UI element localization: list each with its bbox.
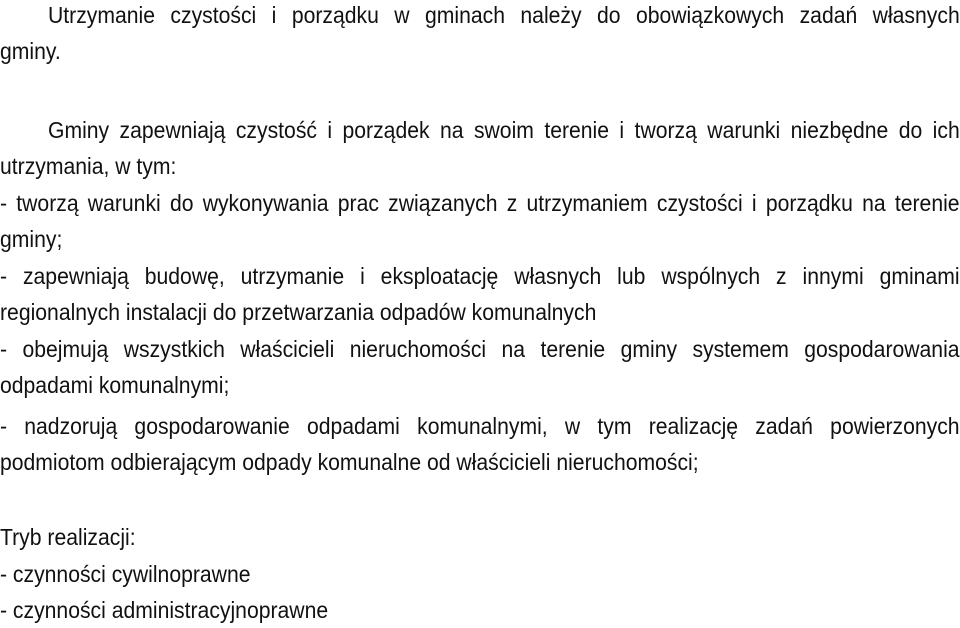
paragraph2-intro-line2: utrzymania, w tym: <box>0 153 177 179</box>
mode-heading: Tryb realizacji: <box>0 524 136 550</box>
paragraph2-intro-line1: Gminy zapewniają czystość i porządek na swoim terenie i tworzą warunki niezbędne do ich <box>48 117 960 143</box>
mode-item-2: - czynności administracyjnoprawne <box>0 597 329 623</box>
paragraph1-line1: Utrzymanie czystości i porządku w gminach należy do obowiązkowych zadań własnych <box>48 2 960 28</box>
list-item-2-line1: - zapewniają budowę, utrzymanie i eksploatację własnych lub wspólnych z innymi gminami <box>0 263 960 289</box>
paragraph1-line2: gminy. <box>0 38 61 64</box>
list-item-4-line1: - nadzorują gospodarowanie odpadami komunalnymi, w tym realizację zadań powierzonych <box>0 413 960 439</box>
list-item-1-line2: gminy; <box>0 226 63 252</box>
list-item-1-line1: - tworzą warunki do wykonywania prac związanych z utrzymaniem czystości i porządku na terenie <box>0 190 960 216</box>
list-item-3-line1: - obejmują wszystkich właścicieli nieruchomości na terenie gminy systemem gospodarowania <box>0 336 960 362</box>
list-item-3-line2: odpadami komunalnymi; <box>0 372 230 398</box>
list-item-2-line2: regionalnych instalacji do przetwarzania odpadów komunalnych <box>0 299 597 325</box>
list-item-4-line2: podmiotom odbierającym odpady komunalne od właścicieli nieruchomości; <box>0 449 699 475</box>
mode-item-1: - czynności cywilnoprawne <box>0 561 251 587</box>
